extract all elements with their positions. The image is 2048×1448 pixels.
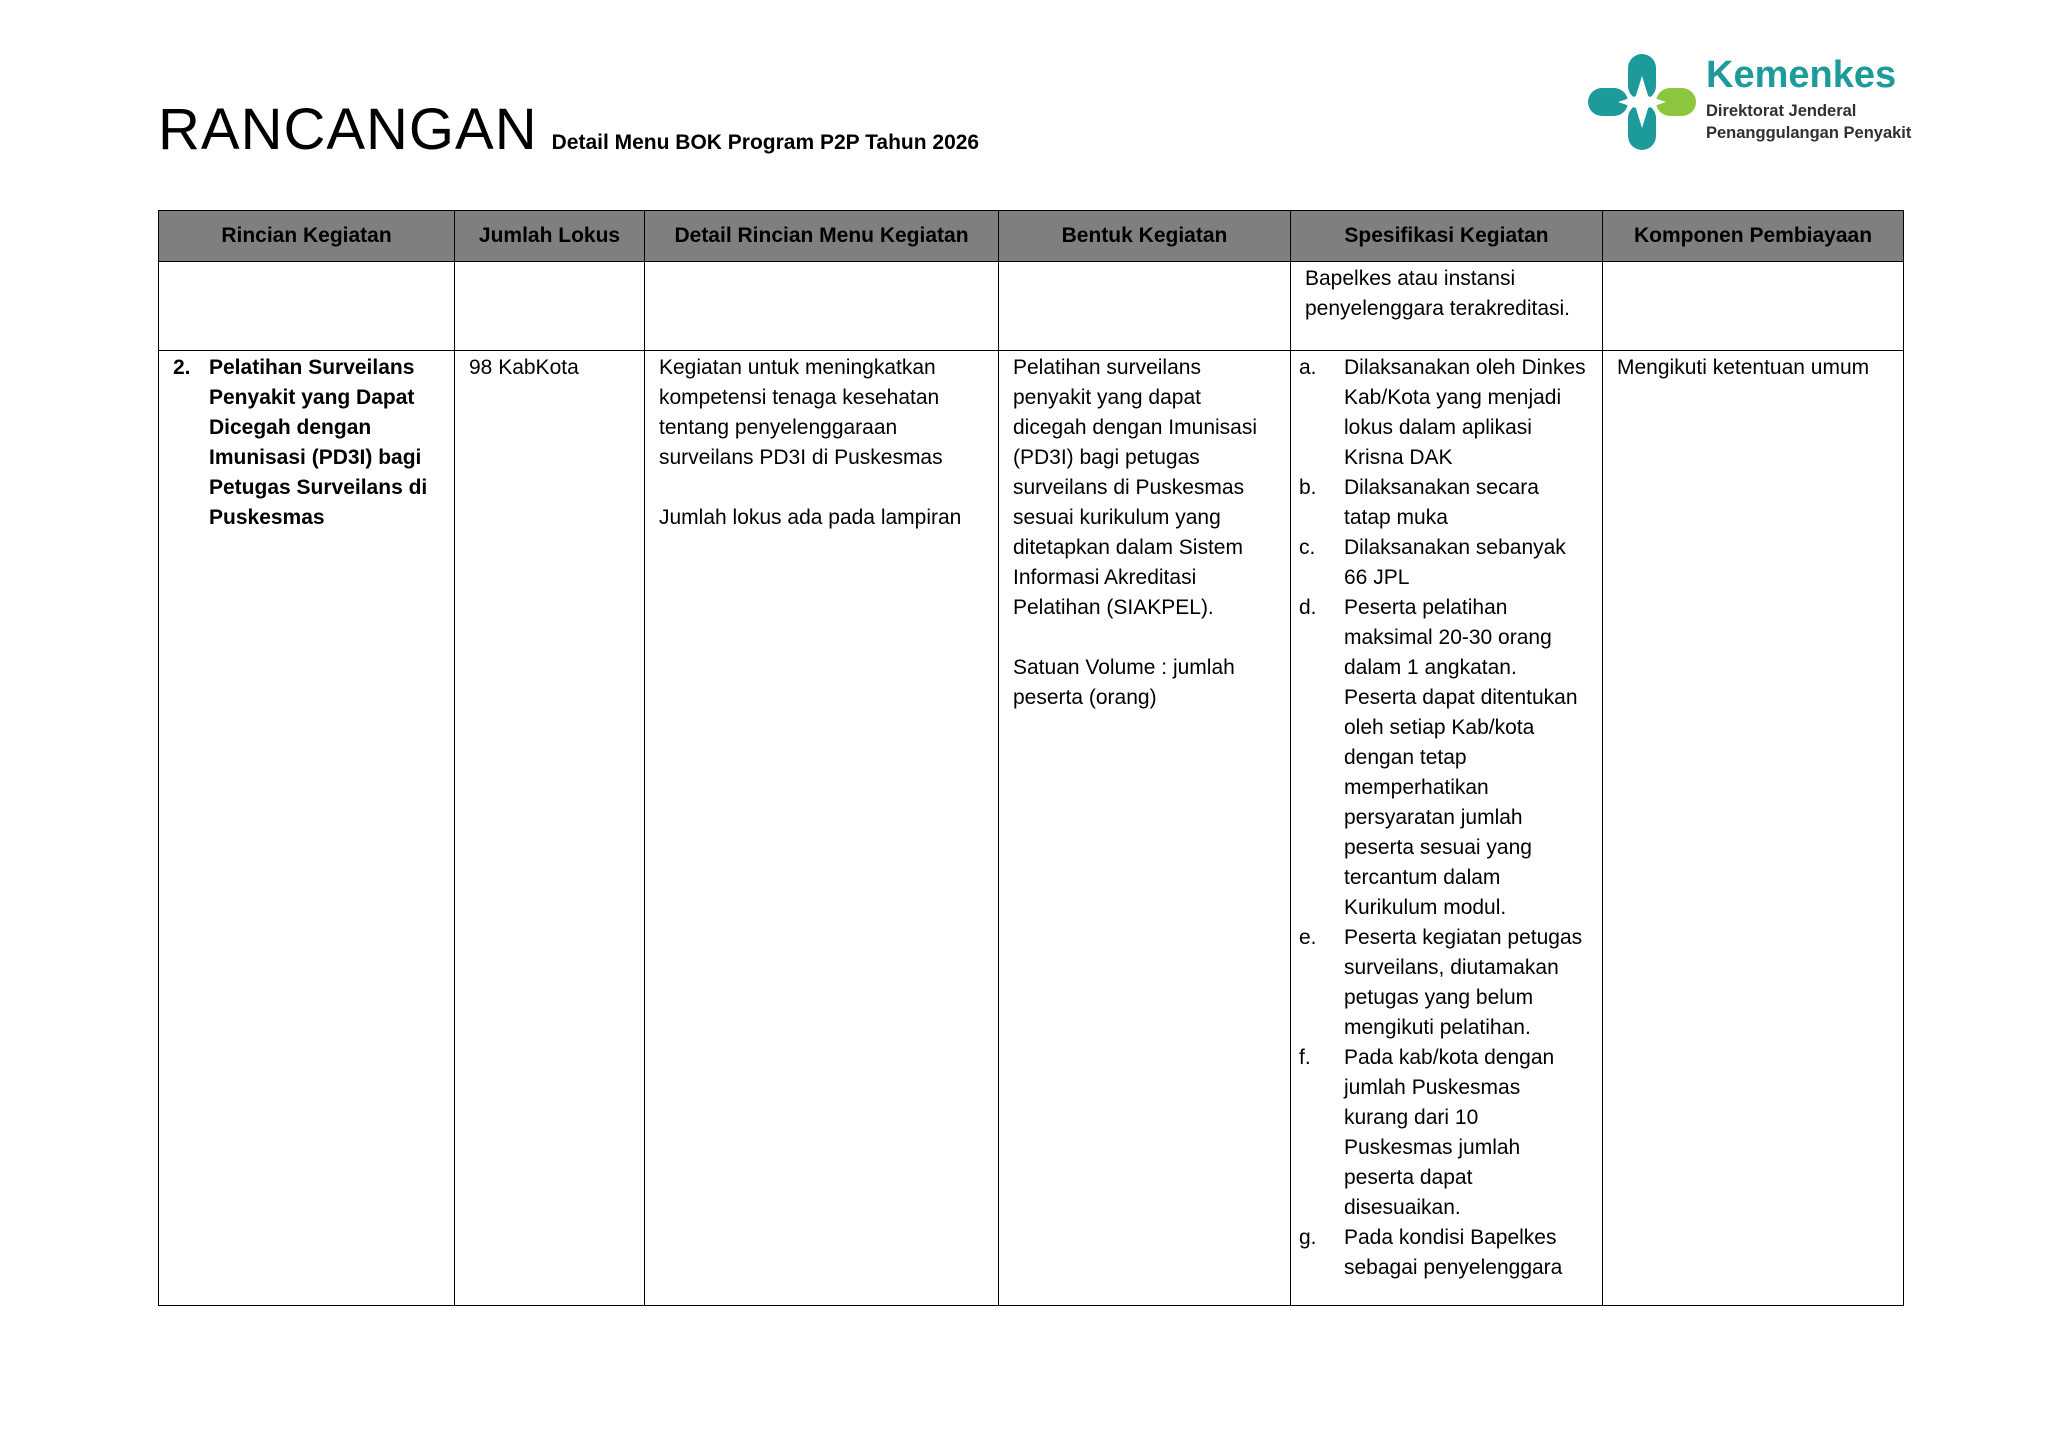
col-header-detail-rincian: Detail Rincian Menu Kegiatan xyxy=(645,211,999,262)
spec-text: Pada kondisi Bapelkes sebagai penyelenggara xyxy=(1344,1226,1563,1279)
menu-table xyxy=(158,210,1904,1306)
logo-brand-name: Kemenkes xyxy=(1706,54,1897,96)
spec-label: b. xyxy=(1299,476,1317,499)
spec-item xyxy=(1299,1043,1588,1223)
spec-label: d. xyxy=(1299,596,1317,619)
detail-paragraph-1: Kegiatan untuk meningkatkan kompetensi tenaga kesehatan tentang penyelenggaraan surveilans PD3I di Puskesmas xyxy=(659,356,943,469)
page-title: RANCANGAN xyxy=(158,97,538,162)
spec-item xyxy=(1299,593,1588,923)
cell-jumlah-lokus: 98 KabKota xyxy=(455,351,645,1306)
rincian-text: Pelatihan Surveilans Penyakit yang Dapat Dicegah dengan Imunisasi (PD3I) bagi Petugas Surveilans di Puskesmas xyxy=(209,356,428,529)
cell-empty xyxy=(999,262,1291,351)
bentuk-paragraph-1: Pelatihan surveilans penyakit yang dapat dicegah dengan Imunisasi (PD3I) bagi petugas surveilans di Puskesmas sesuai kurikulum yang ditetapkan dalam Sistem Informasi Akreditasi Pelatihan (SIAKPEL). xyxy=(1013,356,1258,619)
col-header-spesifikasi: Spesifikasi Kegiatan xyxy=(1291,211,1603,262)
spec-text: Peserta kegiatan petugas surveilans, diutamakan petugas yang belum mengikuti pelatihan. xyxy=(1344,926,1583,1039)
spec-text: Dilaksanakan secara tatap muka xyxy=(1344,476,1539,529)
row-number: 2. xyxy=(173,356,191,379)
spec-item xyxy=(1299,353,1588,473)
spec-label: e. xyxy=(1299,926,1317,949)
table-header-row xyxy=(159,211,1904,262)
cell-empty xyxy=(159,262,455,351)
table-row xyxy=(159,351,1904,1306)
spec-label: c. xyxy=(1299,536,1316,559)
spec-item xyxy=(1299,473,1588,533)
cell-empty xyxy=(455,262,645,351)
logo-line-1: Direktorat Jenderal xyxy=(1706,102,1857,120)
col-header-jumlah-lokus: Jumlah Lokus xyxy=(455,211,645,262)
kemenkes-logo xyxy=(1588,52,1948,152)
cell-spesifikasi-continued: Bapelkes atau instansi penyelenggara terakreditasi. xyxy=(1291,262,1603,351)
spec-label: f. xyxy=(1299,1046,1311,1069)
table-row xyxy=(159,262,1904,351)
col-header-bentuk: Bentuk Kegiatan xyxy=(999,211,1291,262)
spec-text: Dilaksanakan sebanyak 66 JPL xyxy=(1344,536,1566,589)
bentuk-paragraph-2: Satuan Volume : jumlah peserta (orang) xyxy=(1013,656,1235,709)
spec-label: a. xyxy=(1299,356,1317,379)
kemenkes-emblem-icon xyxy=(1588,52,1698,152)
cell-empty xyxy=(645,262,999,351)
spec-text: Dilaksanakan oleh Dinkes Kab/Kota yang menjadi lokus dalam aplikasi Krisna DAK xyxy=(1344,356,1586,469)
cell-rincian xyxy=(159,351,455,1306)
page-header xyxy=(158,96,979,163)
spec-text: Pada kab/kota dengan jumlah Puskesmas kurang dari 10 Puskesmas jumlah peserta dapat disesuaikan. xyxy=(1344,1046,1555,1219)
cell-spesifikasi xyxy=(1291,351,1603,1306)
spec-item xyxy=(1299,1223,1588,1283)
spec-item xyxy=(1299,533,1588,593)
cell-komponen: Mengikuti ketentuan umum xyxy=(1603,351,1904,1306)
logo-line-2: Penanggulangan Penyakit xyxy=(1706,124,1912,142)
cell-detail-rincian xyxy=(645,351,999,1306)
page-subtitle: Detail Menu BOK Program P2P Tahun 2026 xyxy=(551,131,980,154)
detail-paragraph-2: Jumlah lokus ada pada lampiran xyxy=(659,506,962,529)
cell-empty xyxy=(1603,262,1904,351)
col-header-rincian: Rincian Kegiatan xyxy=(159,211,455,262)
cell-bentuk xyxy=(999,351,1291,1306)
spec-text: Peserta pelatihan maksimal 20-30 orang dalam 1 angkatan. Peserta dapat ditentukan oleh setiap Kab/kota dengan tetap memperhatikan persyaratan jumlah peserta sesuai yang tercantum dalam Kurikulum modul. xyxy=(1344,596,1578,919)
col-header-komponen: Komponen Pembiayaan xyxy=(1603,211,1904,262)
spec-label: g. xyxy=(1299,1226,1317,1249)
spec-item xyxy=(1299,923,1588,1043)
